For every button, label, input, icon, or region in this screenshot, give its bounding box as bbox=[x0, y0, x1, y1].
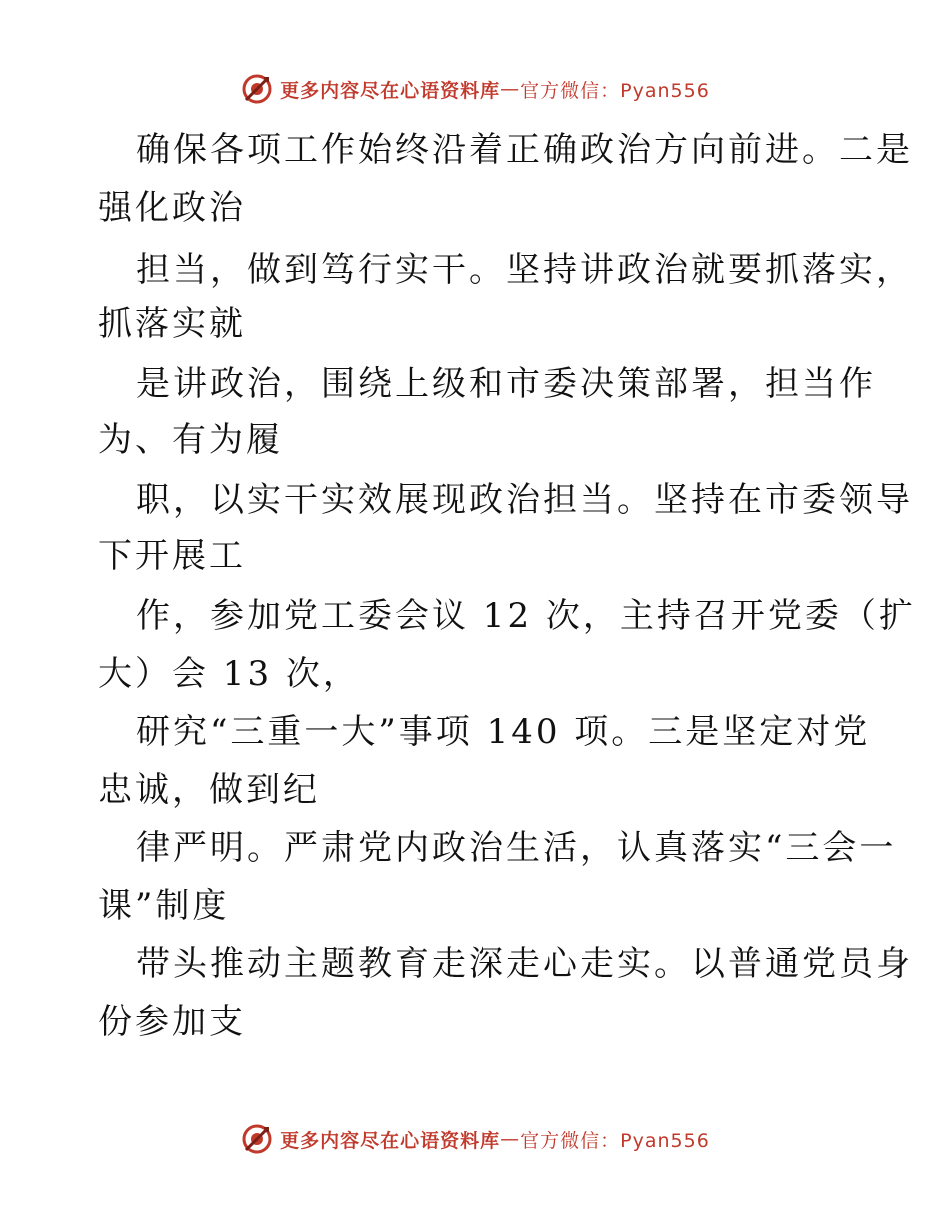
body-line: 课”制度 bbox=[98, 886, 230, 926]
body-line: 大）会 13 次， bbox=[98, 654, 360, 694]
body-line: 抓落实就 bbox=[98, 304, 246, 344]
body-line: 强化政治 bbox=[98, 188, 246, 228]
body-line: 作，参加党工委会议 12 次，主持召开党委（扩 bbox=[136, 596, 916, 636]
body-line: 份参加支 bbox=[98, 1002, 246, 1042]
header-brand-text: 更多内容尽在心语资料库 bbox=[280, 79, 501, 102]
body-line: 是讲政治，围绕上级和市委决策部署，担当作 bbox=[136, 364, 876, 404]
body-line: 为、有为履 bbox=[98, 420, 283, 460]
body-line: 律严明。严肃党内政治生活，认真落实“三会一 bbox=[136, 828, 897, 868]
footer-contact-text: 官方微信：Pyan556 bbox=[520, 1129, 710, 1152]
footer-dash: — bbox=[500, 1128, 521, 1150]
logo-icon bbox=[240, 1122, 274, 1156]
body-line: 下开展工 bbox=[98, 536, 246, 576]
footer-watermark bbox=[0, 1122, 950, 1156]
logo-icon bbox=[240, 72, 274, 106]
footer-brand-text: 更多内容尽在心语资料库 bbox=[280, 1129, 501, 1152]
header-contact-text: 官方微信：Pyan556 bbox=[520, 79, 710, 102]
body-line: 担当，做到笃行实干。坚持讲政治就要抓落实， bbox=[136, 250, 913, 290]
header-dash: — bbox=[500, 78, 521, 100]
body-line: 带头推动主题教育走深走心走实。以普通党员身 bbox=[136, 944, 913, 984]
body-line: 研究“三重一大”事项 140 项。三是坚定对党 bbox=[136, 712, 871, 752]
body-line: 职，以实干实效展现政治担当。坚持在市委领导 bbox=[136, 480, 913, 520]
body-line: 忠诚，做到纪 bbox=[98, 770, 320, 810]
body-line: 确保各项工作始终沿着正确政治方向前进。二是 bbox=[136, 130, 913, 170]
header-watermark bbox=[0, 72, 950, 106]
